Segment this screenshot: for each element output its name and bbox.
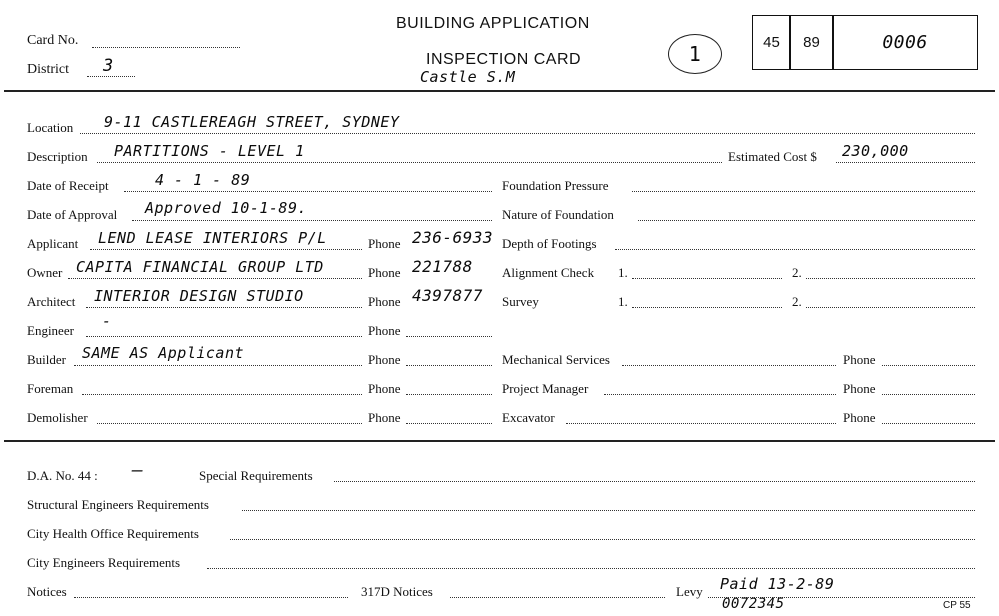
alignment-label: Alignment Check	[502, 265, 595, 280]
notices-line	[74, 597, 348, 598]
date-approval-value: Approved 10-1-89.	[145, 199, 308, 217]
survey-line2	[806, 307, 975, 308]
excavator-line	[566, 423, 836, 424]
notices-317d-line	[450, 597, 665, 598]
architect-label: Architect	[27, 294, 76, 309]
foundation-pressure-label: Foundation Pressure	[502, 178, 609, 193]
alignment-num2: 2.	[792, 265, 802, 280]
owner-phone-label: Phone	[368, 265, 401, 280]
mechanical-label: Mechanical Services	[502, 352, 610, 367]
applicant-label: Applicant	[27, 236, 79, 251]
architect-line	[86, 307, 362, 308]
notices-317d-label: 317D Notices	[361, 584, 433, 599]
foreman-label: Foreman	[27, 381, 74, 396]
depth-footings-label: Depth of Footings	[502, 236, 597, 251]
location-line	[80, 133, 975, 134]
estimated-cost-label: Estimated Cost $	[728, 149, 817, 164]
description-value: PARTITIONS - LEVEL 1	[114, 142, 305, 160]
date-receipt-value: 4 - 1 - 89	[155, 171, 251, 189]
box-2	[789, 15, 834, 70]
depth-footings-line	[615, 249, 975, 250]
excavator-label: Excavator	[502, 410, 555, 425]
alignment-line2	[806, 278, 975, 279]
applicant-phone-value: 236-6933	[412, 228, 494, 247]
health-label: City Health Office Requirements	[27, 526, 199, 541]
nature-foundation-line	[638, 220, 975, 221]
estimated-cost-value: 230,000	[842, 142, 909, 160]
project-manager-line	[604, 394, 836, 395]
circled-number-value: 1	[688, 42, 702, 66]
health-line	[230, 539, 975, 540]
applicant-phone-label: Phone	[368, 236, 401, 251]
date-approval-line	[132, 220, 492, 221]
circled-number	[668, 34, 722, 74]
owner-line	[68, 278, 362, 279]
project-manager-phone-line	[882, 394, 975, 395]
description-line	[97, 162, 722, 163]
divider-bottom	[4, 440, 995, 442]
foreman-phone-line	[406, 394, 492, 395]
project-manager-label: Project Manager	[502, 381, 589, 396]
mechanical-phone-label: Phone	[843, 352, 876, 367]
builder-label: Builder	[27, 352, 66, 367]
special-req-line	[334, 481, 975, 482]
demolisher-line	[97, 423, 362, 424]
date-approval-label: Date of Approval	[27, 207, 118, 222]
nature-foundation-label: Nature of Foundation	[502, 207, 614, 222]
estimated-cost-line	[836, 162, 975, 163]
divider-top	[4, 90, 995, 92]
box-2-value: 89	[803, 34, 820, 51]
card-no-label: Card No.	[27, 33, 79, 48]
owner-phone-value: 221788	[412, 257, 473, 276]
alignment-num1: 1.	[618, 265, 628, 280]
description-label: Description	[27, 149, 88, 164]
engineer-phone-label: Phone	[368, 323, 401, 338]
box-1-value: 45	[763, 34, 780, 51]
engineer-label: Engineer	[27, 323, 74, 338]
engineer-value: -	[102, 312, 112, 330]
levy-label: Levy	[676, 584, 703, 599]
title-line1: BUILDING APPLICATION	[396, 15, 590, 32]
owner-label: Owner	[27, 265, 63, 280]
demolisher-phone-label: Phone	[368, 410, 401, 425]
da-label: D.A. No. 44 :	[27, 468, 98, 483]
survey-label: Survey	[502, 294, 539, 309]
card-no-line	[92, 47, 240, 48]
architect-phone-label: Phone	[368, 294, 401, 309]
structural-line	[242, 510, 975, 511]
title-line2: INSPECTION CARD	[426, 51, 582, 68]
applicant-line	[90, 249, 362, 250]
builder-line	[74, 365, 362, 366]
excavator-phone-line	[882, 423, 975, 424]
applicant-value: LEND LEASE INTERIORS P/L	[98, 229, 327, 247]
architect-value: INTERIOR DESIGN STUDIO	[94, 287, 304, 305]
survey-line1	[632, 307, 782, 308]
date-receipt-label: Date of Receipt	[27, 178, 109, 193]
demolisher-phone-line	[406, 423, 492, 424]
levy-value: Paid 13-2-89	[720, 575, 835, 593]
foreman-phone-label: Phone	[368, 381, 401, 396]
alignment-line1	[632, 278, 782, 279]
foundation-pressure-line	[632, 191, 975, 192]
survey-num2: 2.	[792, 294, 802, 309]
engineer-line	[86, 336, 362, 337]
date-receipt-line	[124, 191, 492, 192]
district-line	[87, 76, 135, 77]
builder-phone-label: Phone	[368, 352, 401, 367]
district-label: District	[27, 62, 69, 77]
architect-phone-value: 4397877	[412, 286, 483, 305]
location-label: Location	[27, 120, 74, 135]
da-value: —	[132, 460, 144, 481]
foreman-line	[82, 394, 362, 395]
builder-value: SAME AS Applicant	[82, 344, 245, 362]
receipt-number: 0072345	[722, 596, 785, 612]
city-eng-line	[207, 568, 975, 569]
mechanical-line	[622, 365, 836, 366]
owner-value: CAPITA FINANCIAL GROUP LTD	[76, 258, 324, 276]
mechanical-phone-line	[882, 365, 975, 366]
city-eng-label: City Engineers Requirements	[27, 555, 181, 570]
title-handwritten: Castle S.M	[420, 68, 516, 86]
form-code: CP 55	[943, 600, 971, 611]
engineer-phone-line	[406, 336, 492, 337]
box-3-value: 0006	[882, 32, 928, 53]
notices-label: Notices	[27, 584, 67, 599]
structural-label: Structural Engineers Requirements	[27, 497, 209, 512]
project-manager-phone-label: Phone	[843, 381, 876, 396]
box-3	[832, 15, 978, 70]
location-value: 9-11 CASTLEREAGH STREET, SYDNEY	[104, 113, 400, 131]
builder-phone-line	[406, 365, 492, 366]
box-1	[752, 15, 791, 70]
survey-num1: 1.	[618, 294, 628, 309]
district-value: 3	[103, 56, 114, 76]
demolisher-label: Demolisher	[27, 410, 88, 425]
excavator-phone-label: Phone	[843, 410, 876, 425]
special-req-label: Special Requirements	[199, 468, 313, 483]
